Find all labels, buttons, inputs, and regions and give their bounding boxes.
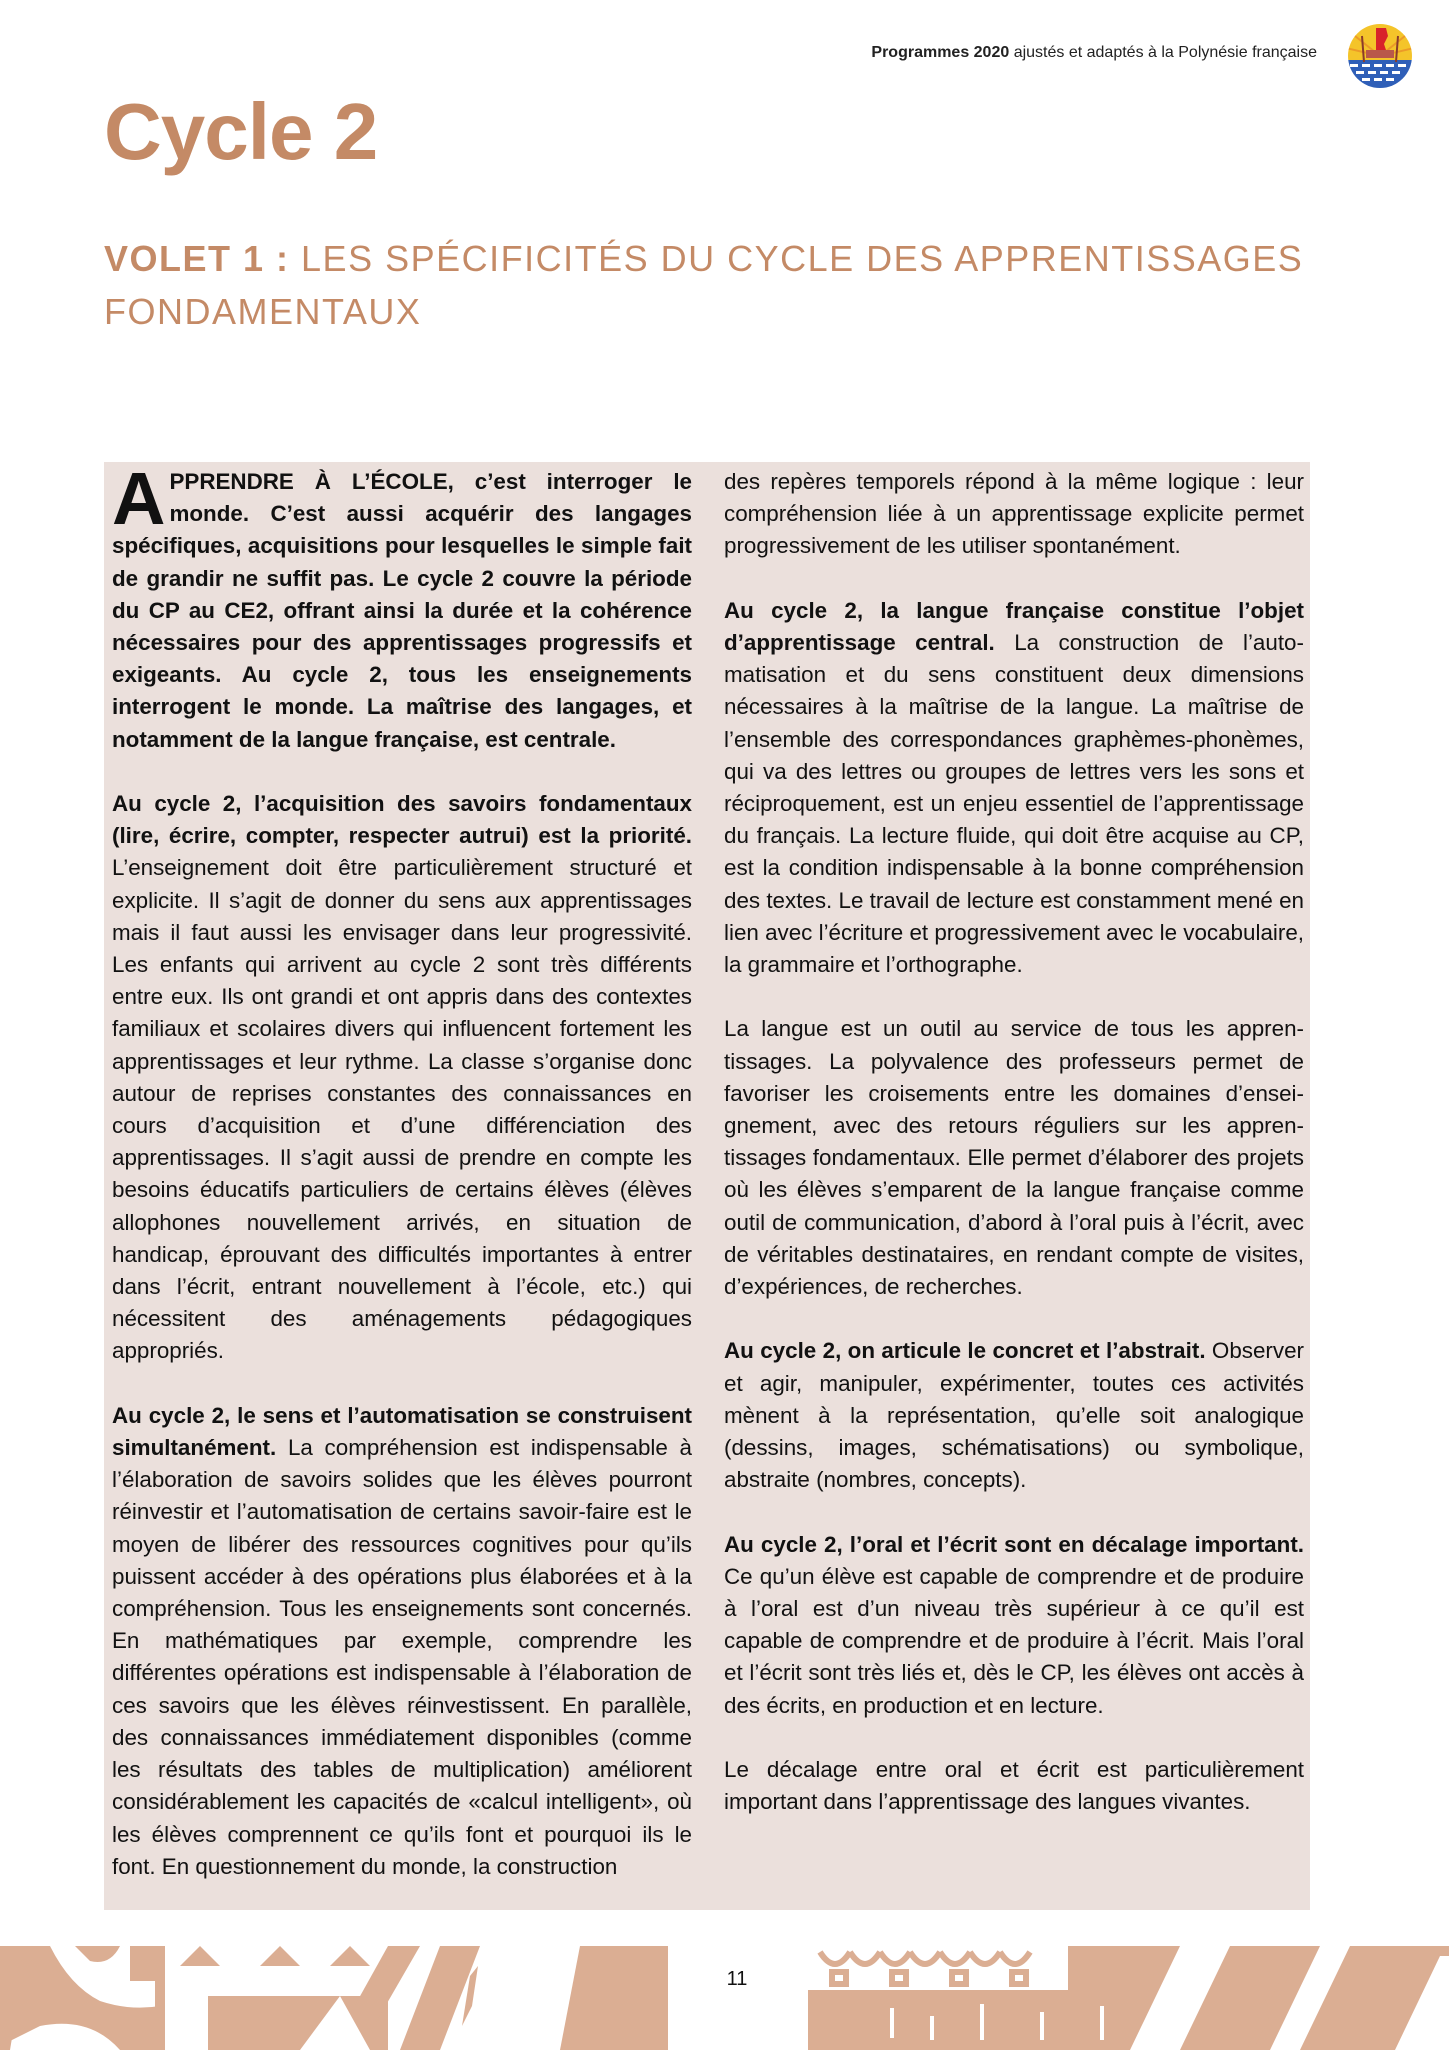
paragraph-oral-ecrit bbox=[724, 1529, 1304, 1722]
subtitle-text: LES SPÉCIFICITÉS DU CYCLE DES APPRENTISSAGES FONDAMENTAUX bbox=[104, 238, 1304, 332]
paragraph-lead: Au cycle 2, l’oral et l’écrit sont en décalage important. bbox=[724, 1531, 1304, 1557]
paragraph-reperes-temporels bbox=[724, 466, 1304, 563]
paragraph-body: Ce qu’un élève est capable de comprendre et de produire à l’oral est d’un niveau très supérieur à ce qu’il est capable de comprendre et de produire à l’écrit. Mais l’oral et l’écrit sont très liés et, dès le CP, les élèves ont accès à des écrits, en production et en lecture. bbox=[724, 1563, 1304, 1718]
paragraph-concret-abstrait bbox=[724, 1335, 1304, 1496]
paragraph-sens-automatisation bbox=[112, 1400, 692, 1883]
left-column bbox=[112, 462, 692, 1910]
paragraph-body: La langue est un outil au service de tous les apprentissages. La polyvalence des professeurs permet de favoriser les croisements entre les domaines d’enseignement, avec des retours réguliers sur les apprentissages fondamentaux. Elle permet d’élaborer des projets où les élèves s’emparent de la langue française comme outil de communication, d’abord à l’oral puis à l’écrit, avec de véritables destinataires, en rendant compte de visites, d’expériences, de recherches. bbox=[724, 1016, 1304, 1300]
drop-cap: A bbox=[112, 462, 166, 540]
paragraph-body: La compréhension est indispensable à l’élaboration de savoirs solides que les élèves pourront réinvestir et l’automatisation de certains savoir-faire est le moyen de libérer des ressources cognitives pour qu’ils puissent accéder à des opérations plus élaborées et à la compréhension. Tous les enseignements sont concernés. En mathématiques par exemple, comprendre les différentes opérations est indispensable à l’élaboration de ces savoirs que les élèves réinvestissent. En parallèle, des connaissances immédiatement disponibles (comme les résultats des tables de multiplication) améliorent considérablement les capacités de «calcul intelligent», où les élèves comprennent ce qu’ils font et pourquoi ils le font. En questionnement du monde, la construction bbox=[112, 1435, 692, 1879]
paragraph-decalage bbox=[724, 1754, 1304, 1818]
paragraph-body: Le décalage entre oral et écrit est particulièrement important dans l’apprentissage des langues vivantes. bbox=[724, 1757, 1304, 1815]
paragraph-body: La construction de l’automatisation et du sens constituent deux dimensions nécessaires à la maîtrise de la langue. La maîtrise de l’ensemble des correspondances graphèmes-phonèmes, qui va des lettres ou groupes de lettres vers les sons et réciproquement, est un enjeu essentiel de l’apprentissage du français. La lecture fluide, qui doit être acquise au CP, est la condition indispensable à la bonne compréhension des textes. Le travail de lecture est constamment mené en lien avec l’écriture et progressivement avec le vocabulaire, la grammaire et l’orthographe. bbox=[724, 630, 1304, 978]
page-title: Cycle 2 bbox=[104, 87, 378, 176]
paragraph-body: L’enseignement doit être particulièrement structuré et explicite. Il s’agit de donner du sens aux apprentissages mais il faut aussi les envisager dans leur progressivité. Les enfants qui arrivent au cycle 2 sont très différents entre eux. Ils ont grandi et ont appris dans des contextes familiaux et scolaires divers qui influencent fortement les apprentissages et leur rythme. La classe s’organise donc autour de reprises constantes des connaissances en cours d’acquisition et d’une différenciation des apprentissages. Il s’agit aussi de prendre en compte les besoins éducatifs particuliers de certains élèves (élèves allophones nouvellement arrivés, en situation de handicap, éprouvant des difficultés importantes à entrer dans l’écrit, entrant nouvellement à l’école, etc.) qui nécessitent des aménagements pédagogiques appropriés. bbox=[112, 855, 692, 1364]
paragraph-body: des repères temporels répond à la même logique : leur compréhension liée à un apprentissage explicite permet progressivement de les utiliser spontanément. bbox=[724, 469, 1304, 559]
paragraph-intro-bold: PPRENDRE À L’ÉCOLE, c’est interroger le monde. C’est aussi acquérir des langages spécifiques, acquisitions pour lesquelles le simple fait de grandir ne suffit pas. Le cycle 2 couvre la période du CP au CE2, offrant ainsi la durée et la cohérence nécessaires pour des apprentissages progressifs et exigeants. Au cycle 2, tous les enseignements interrogent le monde. La maîtrise des langages, et notamment de la langue française, est centrale. bbox=[112, 469, 692, 752]
paragraph-lead: Au cycle 2, le sens et l’automatisation se construisent simultanément. bbox=[112, 1402, 692, 1461]
header-bold: Programmes 2020 bbox=[871, 44, 1010, 61]
polynesian-tapa-pattern-icon bbox=[0, 1946, 1449, 2050]
polynesia-coat-of-arms-icon bbox=[1346, 22, 1414, 90]
section-subtitle bbox=[104, 232, 1324, 338]
paragraph-lead: Au cycle 2, l’acquisition des savoirs fondamentaux (lire, écrire, compter, respecter autrui) est la priorité. bbox=[112, 791, 692, 849]
paragraph-langue-outil bbox=[724, 1013, 1304, 1303]
paragraph-savoirs-fondamentaux bbox=[112, 788, 692, 1368]
subtitle-bold: VOLET 1 : bbox=[104, 238, 290, 279]
page-number: 11 bbox=[726, 1968, 748, 1990]
paragraph-intro bbox=[112, 462, 692, 756]
paragraph-body: Observer et agir, manipuler, expérimenter, toutes ces activités mènent à la représentation, qu’elle soit analogique (dessins, images, schématisations) ou symbolique, abstraite (nombres, concepts). bbox=[724, 1338, 1304, 1493]
paragraph-lead: Au cycle 2, on articule le concret et l’abstrait. bbox=[724, 1338, 1206, 1364]
text-panel bbox=[104, 462, 1310, 1910]
header-text: ajustés et adaptés à la Polynésie française bbox=[1009, 44, 1317, 61]
running-header bbox=[871, 44, 1317, 62]
right-column bbox=[724, 466, 1304, 1851]
paragraph-langue-francaise bbox=[724, 595, 1304, 981]
paragraph-lead: Au cycle 2, la langue française constitue l’objet d’apprentissage central. bbox=[724, 597, 1304, 655]
